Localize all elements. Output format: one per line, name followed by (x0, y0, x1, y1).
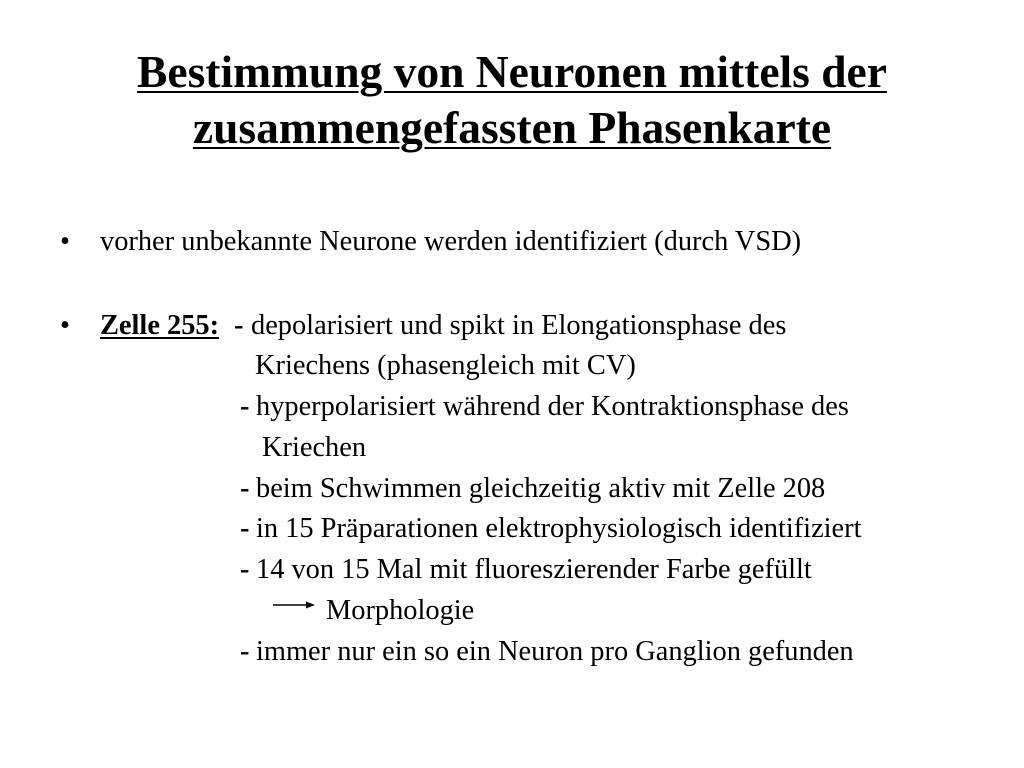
arrow-right-icon (271, 597, 317, 613)
point-5-text: 14 von 15 Mal mit fluoreszierender Farbe gefüllt (256, 554, 812, 585)
slide-title-line-2-text: zusammengefassten Phasenkarte (192, 102, 832, 153)
slide-title-line (0, 100, 1024, 156)
cell-label: Zelle 255: (100, 310, 220, 341)
point-dash: - (240, 636, 250, 667)
point-dash: - (240, 513, 250, 544)
point-3-text: beim Schwimmen gleichzeitig aktiv mit Zelle 208 (256, 473, 826, 504)
bullet-1-text: vorher unbekannte Neurone werden identifiziert (durch VSD) (100, 226, 802, 257)
bullet-2-symbol: • (60, 310, 70, 341)
point-2-text: hyperpolarisiert während der Kontraktionsphase des (256, 391, 849, 422)
point-6-text: immer nur ein so ein Neuron pro Ganglion gefunden (256, 636, 854, 667)
point-dash: - (240, 554, 250, 585)
bullet-1-symbol: • (60, 226, 70, 257)
point-dash: - (234, 310, 244, 341)
point-1-continuation: Kriechens (phasengleich mit CV) (255, 350, 636, 381)
point-dash: - (240, 473, 250, 504)
point-5-result: Morphologie (326, 595, 475, 626)
point-2-continuation: Kriechen (262, 432, 367, 463)
point-dash: - (240, 391, 250, 422)
point-4-text: in 15 Präparationen elektrophysiologisch identifiziert (256, 513, 862, 544)
slide-title-line (0, 44, 1024, 100)
slide-title-line-1-text: Bestimmung von Neuronen mittels der (137, 46, 887, 97)
slide-title (0, 44, 1024, 156)
point-1-text: depolarisiert und spikt in Elongationsphase des (251, 310, 787, 341)
